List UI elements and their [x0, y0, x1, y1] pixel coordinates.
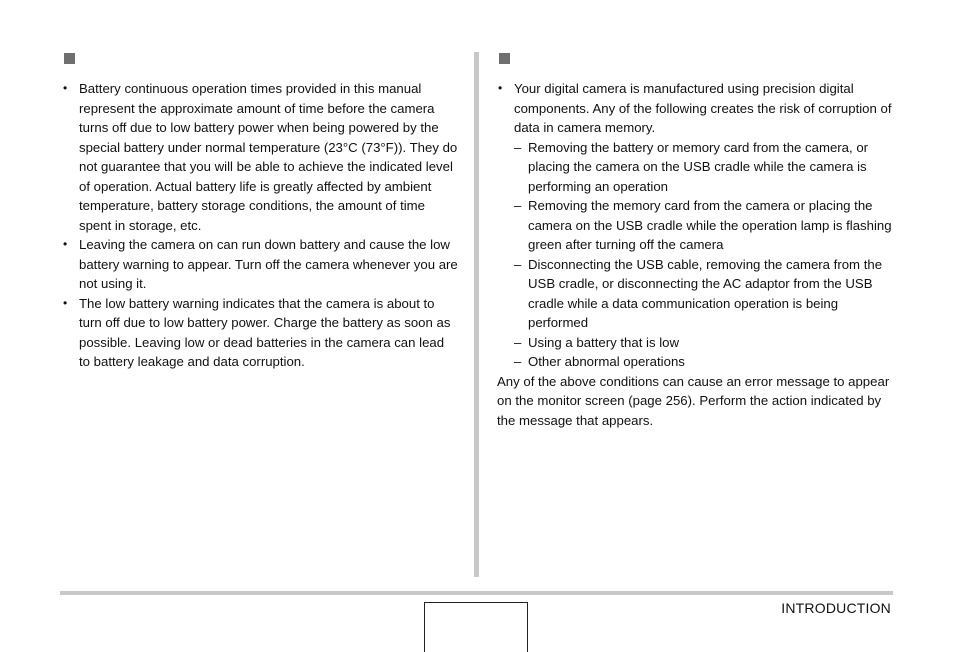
left-bullet-list [62, 79, 458, 372]
column-divider [474, 52, 479, 577]
dash-item: – Disconnecting the USB cable, removing the camera from the USB cradle, or disconnecting the AC adaptor from the USB cradle while a data communication operation is being performed [514, 255, 895, 333]
closing-paragraph: Any of the above conditions can cause an error message to appear on the monitor screen (page 256). Perform the action indicated by the message that appears. [497, 373, 890, 428]
list-item: • Leaving the camera on can run down battery and cause the low battery warning to appear. Turn off the camera whenever you are not using it. [62, 235, 458, 294]
page-number-box [424, 602, 528, 652]
list-item [497, 79, 895, 138]
right-bullet-list [497, 79, 895, 138]
bullet-text: Your digital camera is manufactured using precision digital components. Any of the following creates the risk of corruption of data in camera memory. [514, 81, 892, 135]
footer-divider [60, 591, 893, 595]
right-column [497, 50, 895, 430]
list-item: • Battery continuous operation times provided in this manual represent the approximate amount of time before the camera turns off due to low battery power when being powered by the special battery under normal temperature (23°C (73°F)). They do not guarantee that you will be able to achieve the indicated level of operation. Actual battery life is greatly affected by ambient temperature, battery storage conditions, the amount of time spent in storage, etc. [62, 79, 458, 235]
list-item: • The low battery warning indicates that the camera is about to turn off due to low battery power. Charge the battery as soon as possible. Leaving low or dead batteries in the camera can lead to battery leakage and data corruption. [62, 294, 458, 372]
dash-item: – Removing the battery or memory card from the camera, or placing the camera on the USB cradle while the camera is performing an operation [514, 138, 895, 197]
footer-section-label: INTRODUCTION [781, 600, 891, 616]
dash-item: – Other abnormal operations [514, 352, 895, 372]
dash-item: – Removing the memory card from the camera or placing the camera on the USB cradle while the operation lamp is flashing green after turning off the camera [514, 196, 895, 255]
left-column [62, 50, 458, 372]
dash-item: – Using a battery that is low [514, 333, 895, 353]
dash-list [497, 138, 895, 372]
section-marker-square [64, 53, 75, 64]
section-marker-square [499, 53, 510, 64]
